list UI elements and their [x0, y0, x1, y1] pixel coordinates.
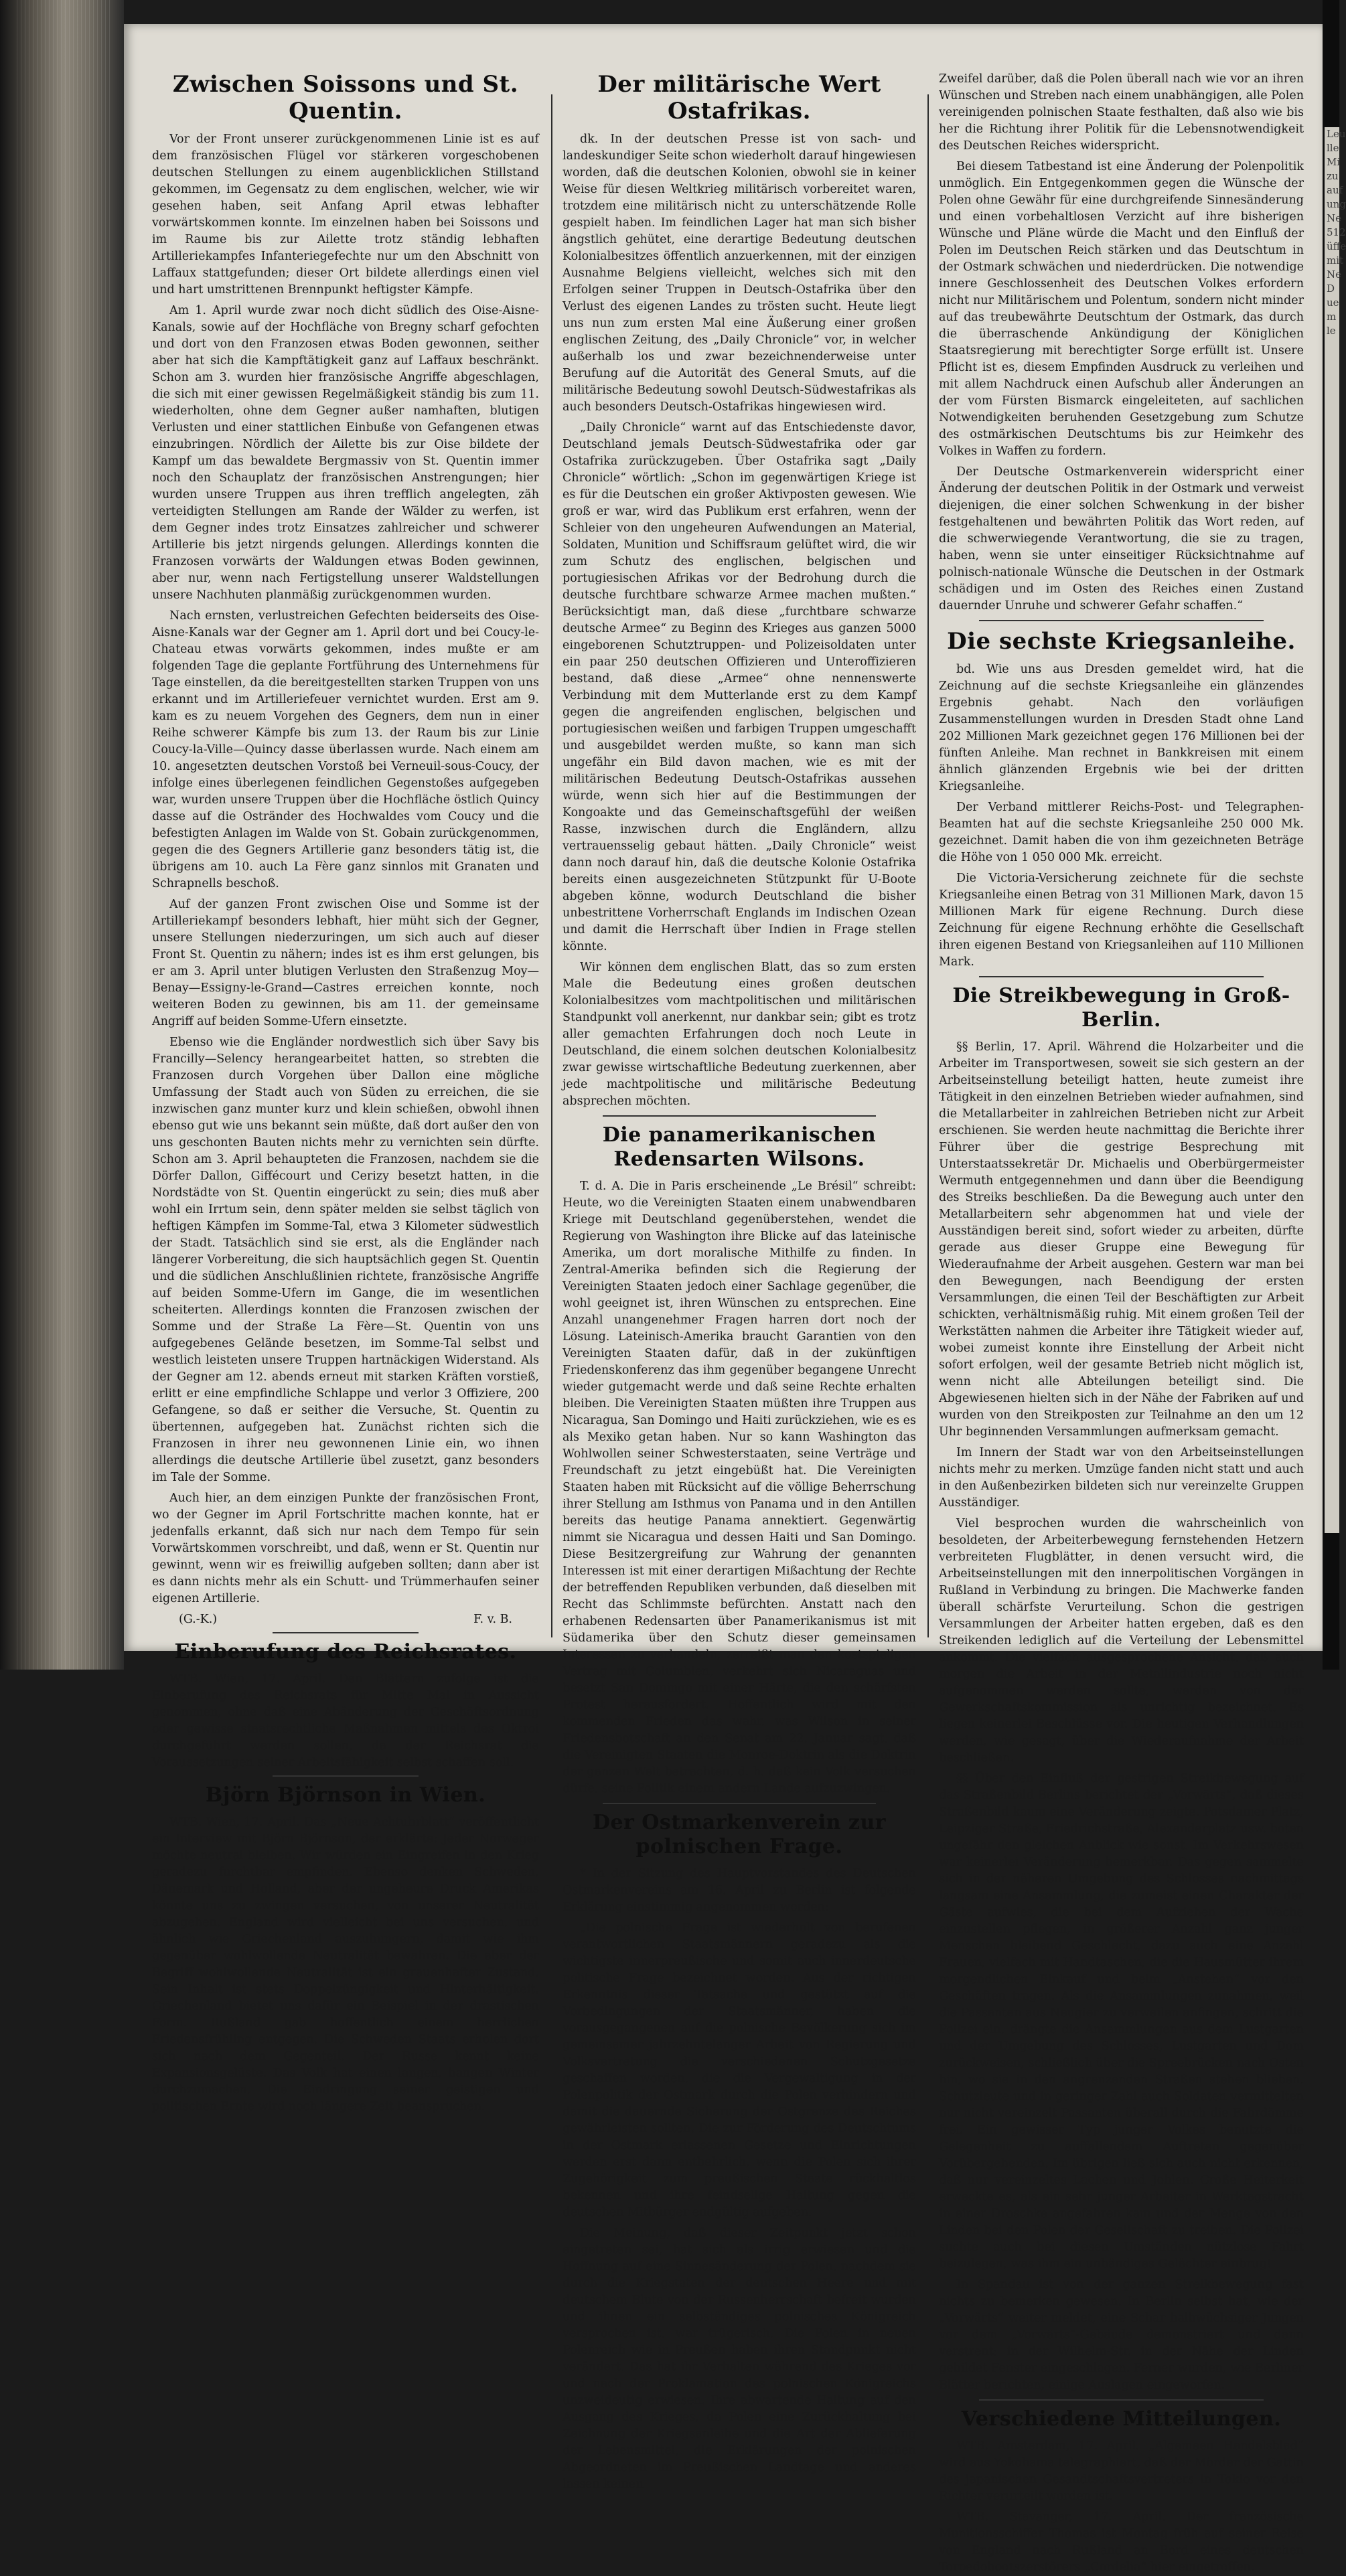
- signature-line: [152, 1611, 539, 1628]
- column-2: [563, 71, 916, 2491]
- paragraph: Im Innern der Stadt war von den Arbeitseinstellungen nichts mehr zu merken. Umzüge fanden nicht statt und auch in den Außenbezirken bildeten sich nur vereinzelte Gruppen Ausständiger.: [939, 1446, 1304, 1510]
- book-binding-page-edges: [17, 0, 110, 1670]
- separator-rule: [979, 620, 1264, 621]
- separator-rule: [603, 1115, 876, 1117]
- paragraph: bd. Wie uns aus Dresden gemeldet wird, hat die Zeichnung auf die sechste Kriegsanleihe ein glänzendes Ergebnis gehabt. Nach den vorläufigen Zusammenstellungen wurden in Dresden Stadt ohne Land 202 Millionen Mark gezeichnet gegen 176 Millionen bei der fünften Anleihe. Man rechnet in Bankkreisen mit einem ähnlich glänzenden Ergebnis wie bei der dritten Kriegsanleihe.: [939, 663, 1304, 793]
- margin-letter: ung: [1327, 198, 1346, 210]
- margin-letter: auf: [1327, 184, 1343, 196]
- margin-letter: üffe: [1327, 240, 1346, 252]
- separator-rule: [273, 1632, 419, 1633]
- paragraph: Der Verband mittlerer Reichs-Post- und Telegraphen-Beamten hat auf die sechste Kriegsanleihe 250 000 Mk. gezeichnet. Damit haben die von ihm gezeichneten Beträge die Höhe von 1 050 000 Mk. erreicht.: [939, 801, 1304, 864]
- paragraph: Nach ernsten, verlustreichen Gefechten beiderseits des Oise-Aisne-Kanals war der Gegner am 1. April dort und bei Coucy-le-Chateau etwas vorwärts gekommen, indes mußte er am folgenden Tage die geplante Fortführung des Unternehmens für Tage einstellen, da die bereitgestellten starken Truppen von uns erkannt und im Artilleriefeuer vernichtet wurden. Erst am 9. kam es zu neuem Vorgehen des Gegners, dem nun in einer Reihe schwerer Kämpfe bis zum 13. der Raum bis zur Linie Coucy-la-Ville—Quincy dasse überlassen wurde. Nach einem am 10. angesetzten deutschen Vorstoß bei Verneuil-sous-Coucy, der infolge eines überlegenen feindlichen Gegenstoßes aufgegeben war, wurden unsere Truppen über die Hochfläche östlich Quincy dasse auf die Ostränder des Hochwaldes vom Coucy und die befestigten Anlagen im Walde von St. Gobain zurückgenommen, gegen die des Gegners Artillerie ganz besonders tätig ist, die übrigens am 10. auch La Fère ganz sinnlos mit Granaten und Schrapnells beschoß.: [152, 609, 539, 890]
- paragraph: T. d. A. Die in Paris erscheinende „Le Brésil“ schreibt: Heute, wo die Vereinigten Staaten einem unabwendbaren Kriege mit Deutschland gegenüberstehen, wendet die Regierung von Washington ihre Blicke auf das lateinische Amerika, um dort moralische Mithilfe zu finden. In Zentral-Amerika befinden sich die Regierung der Vereinigten Staaten jedoch einer Sachlage gegenüber, die wohl geeignet ist, ihren Wünschen zu entsprechen. Eine Anzahl unangenehmer Fragen harren dort noch der Lösung. Lateinisch-Amerika braucht Garantien von den Vereinigten Staaten dafür, daß in der zukünftigen Friedenskonferenz das ihm gegenüber begangene Unrecht wieder gutgemacht werde und daß seine Rechte erhalten bleiben. Die Vereinigten Staaten müßten ihre Truppen aus Nicaragua, San Domingo und Haiti zurückziehen, wie es es als Mexiko getan haben. Nur so kann Washington das Wohlwollen seiner Schwesterstaaten, seine Verträge und Freundschaft zu jetzt eingebüßt hat. Die Vereinigten Staaten haben mit Rücksicht auf die völlige Beherrschung ihrer Stellung am Isthmus von Panama und in den Antillen bereits das heutige Panama annektiert. Gegenwärtig nimmt sie Nicaragua und dessen Haiti und San Domingo. Diese Besitzergreifung zur Wahrung der genannten Interessen ist mit einer derartigen Mißachtung der Rechte der betreffenden Republiken verbunden, daß dieselben mit Recht das Schlimmste befürchten. Anstatt nach den erhabenen Redensarten über Panamerikanismus ist mit Südamerika über den Schutz dieser gemeinsamen Interessen zu verhandeln, zerreißt man den kostspieligen Vertrag mit Columbien, verkehrt sich Nicaraguas und besetzt San Domingo mit einer Härte, die den schärfsten Protest herausfordert. Hoffentlich wird mit den kommenden Frieden das wahr, was Wilson in seiner Friedensbotschaft an den Senat am 22. Januar sagt, daß die Vereinigten Staaten die Monroe-Doktrin als die Doktrin der ganzen Welt betrachten, d. h. daß kein Volk versuchen dürfe, seine Politik einem andern Lande aufzuzwingen.: [563, 1180, 916, 1795]
- paragraph: §§ Berlin, 17. April. Während die Holzarbeiter und die Arbeiter im Transportwesen, soweit sie sich gestern an der Arbeitseinstellung beteiligt hatten, heute zumeist ihre Tätigkeit in den einzelnen Betrieben wieder aufnahmen, sind die Metallarbeiter in zahlreichen Betrieben nicht zur Arbeit erschienen. Sie werden heute nachmittag die Berichte ihrer Führer über die gestrige Besprechung mit Unterstaatssekretär Dr. Michaelis und Oberbürgermeister Wermuth entgegennehmen und dann über die Beendigung des Streiks beschließen. Da die Bewegung auch unter den Metallarbeitern sehr abgenommen hat und viele der Ausständigen bereit sind, sofort wieder zu arbeiten, dürfte gerade aus dieser Gruppe eine Bewegung für Wiederaufnahme der Arbeit ausgehen. Gestern war man bei den Bewegungen, nach Beendigung der ersten Versammlungen, die einen Teil der Beschäftigten zur Arbeit schickten, verhältnismäßig ruhig. Mit einem großen Teil der Werkstätten nahmen die Arbeiter ihre Tätigkeit wieder auf, wobei zumeist konnte ihre Einstellung der Arbeit nicht sofort erfolgen, weil der gesamte Betrieb nicht möglich ist, wenn nicht alle Abteilungen beteiligt sind. Die Abgewiesenen hielten sich in der Nähe der Fabriken auf und wurden von den Streikposten zur Teilnahme an den um 12 Uhr beginnenden Versammlungen aufmerksam gemacht.: [939, 1040, 1304, 1439]
- separator-rule: [603, 1803, 876, 1804]
- paragraph: Die Victoria-Versicherung zeichnete für die sechste Kriegsanleihe einen Betrag von 31 Millionen Mark, davon 15 Millionen Mark für eigene Rechnung. Durch diese Zeichnung für eigene Rechnung erhöhte die Gesellschaft ihren eigenen Bestand von Kriegsanleihen auf 110 Millionen Mark.: [939, 872, 1304, 969]
- margin-letter: 512: [1327, 226, 1346, 238]
- column-1: [152, 71, 539, 2113]
- separator-rule: [979, 2399, 1264, 2401]
- paragraph: WTB. Stavanger, 17. April. Der französische Munitionsschiffer Thomas ist Montag früh auf seiner Reise von England nach Rußland an Bord eines deutschen Torpedobootszerstörers „Cordelia“ hier eingetroffen.: [939, 2510, 1304, 2574]
- margin-letter: Leu: [1327, 128, 1346, 140]
- paragraph: §§ Über den Einfluß der gestrigen Streikbewegung auf das Straßenbild Berlins berichtet der „Vorwärts“, daß dieses Straßenbild kaum eine Veränderung zeigte. Potsdamer Platz, Leipziger Straße, Friedrichstraße, Alexanderplatz usw. boten ungefähr den gleichen Anblick wie sonst. Im Verkehrswesen war keinerlei Veränderung bemerkbar. Das gegen sammelte sich in der näheren Umgebung des Schlosses nachmittags langsam eine Ansammlung, die zumeist einen Charakter der Gäste aufwies, die bei dem Aufziehen der Wache einzustellen pflegen, in größerer Anzahl ganz junger Menschen bleibend Geschlecht, dazu auch eine Anzahl Frauen, vielfach mit Handtaschen, die die Hausmütter ihrem morgendlichen Einkauf und beim „Anstehen“ vor den Geschäften tragen. Als die Ansammlungen zunahmen, weil die Passanten aus Neugier zu verweilen anfingen, schritt die Polizei ein, drängte die Ansammlungen aus dem Lustgarten und der Umgebung des Schlosses, Lustgarten und Dom zurückweisen, schließlich über die Spreebrücken nach Osten hin, wo sie in den angrenzenden Straßen stehen blieben. Schutzleute und in geringer Zahl auch Soldaten vermittelten nur nicht vereinzelt Passanten überall durch die Fahrdämme frei. Ein gewisser Typ junger Volkes benutzte die Gelegenheit zu auffallendem Auftreten gegenüber Vorübergehenden. Im übrigen ließ sich auch nicht erkennen, daß nur vereinzeltes Lachen und Johlen. Große Heiterkeit erweckte es, als ein sehr junger Arbeiter in Werktagstracht in einer Droschke angefahren kam und der Menge von den Linden bei den Polen der Gesellschaft zu treiben. Die Polizei suchte auch bei diesen Umständen nützlose Fahrt beizulegen, was ihm ein unbändiges Gelächter einbrug!: [939, 1772, 1304, 2271]
- margin-letter: Mi: [1327, 156, 1341, 168]
- margin-letter: lle: [1327, 142, 1339, 154]
- paragraph: WTB. Amsterdam, 17. April. „Algemeen Handelsblad“ wird aus Yokohama telegraphiert, daß der Mörder der Gattin des japanischen Gesandtschaftsvertreters in Tokio vor den Richter verurteilt worden ist.: [939, 2439, 1304, 2503]
- next-page-sliver: [1325, 127, 1346, 1533]
- separator-rule: [273, 1775, 419, 1777]
- paragraph: WTB. Wien, 17. April. Das „Neue Achtuhrblatt“ veröffentlicht ein Interview mit Björn Björnson, der erklärte: Jeder Norweger möchte neutral bleiben. Wir würden ein Eingreifen in den Krieg geradezu furchtbar empfinden. Ebenso denken Schweden, Dänemark und Holland, aber der ungeheure Druck Amerikas könnte uns zu zwingen versuchen, von unserer Neutralität abzugehen. England wird vielleicht bei uns versuchen, und ähnlich wie Griechenland auszuhungern, damit wie ihm gegenüber wohlwollende Neutralität bewahren. Die aber der Begriff wohlwollende Neutralität ist ein grauenhafter Zustand. Sein Inhalt ist stets Doppelzüngigkeit und Hinterhältigkeit. Griechenland bietet uns dafür ein Beispiel in der drastischen Form. Rußland gab hoffentlich einem herrlichen Friedensfrühling entgegen. Die Schweden Staats erholen dort sich nach dem Gegenteil. Der Russe kennt keine Expansionsgelüste. Das Volk hat einen langen, bangen Winter durchzumachen. Die Eindringung seiner geistigen und politischen Ernte wird noch längere Zeit beanspruchen.: [152, 1816, 539, 2113]
- paragraph: Die Meinung, daß dieser Zeitpunkt jetzt schon eingetreten sei, hat sich als irrig erwiesen und die Hoffnung auf eine Sinnesänderung der Polen, nachdem sie durch die Kriegstaten der deutschen Heere und mit deutschem Blute von der Russenherrschaft befreit wurden und ihnen ein selbständiges polnisches Königreich versprochen ist, war trügerisch. Die Polen in neuen Polenreich wie in Preußen haben ihren Standpunkt nicht verändert. Das hat ihr Verhalten während des Krieges vor und nach der Proklamation des polnischen Königreichs unzweideutig erwiesen. Ihre abwartende Haltung auf den Ausgang des Krieges, da Polen eine Zurückhaltung bei Zeichnung der Kriegsanleihe und die Art der Ablieferung der Lebensmittel, die Erklärungen der polnischen Abgeordneten im Preußischen Landtage und anderes lassen keinen: [563, 2227, 916, 2491]
- article-title-reichsrat: Einberufung des Reichsrates.: [174, 1640, 517, 1664]
- article-title-kriegsanleihe: Die sechste Kriegsanleihe.: [947, 628, 1296, 655]
- margin-letter: Ne: [1327, 212, 1342, 224]
- paragraph: Bei diesem Tatbestand ist eine Änderung der Polenpolitik unmöglich. Ein Entgegenkommen gegen die Wünsche der Polen ohne Gewähr für eine durchgreifende Sinnesänderung und einen vorbehaltlosen Verzicht auf ihre bisherigen Wünsche und Pläne würde die Macht und den Einfluß der Polen im Deutschen Reich stärken und das Deutschtum in der Ostmark schwächen und niederdrücken. Die notwendige innere Geschlossenheit des Deutschen Volkes erfordern nicht nur Militärischem und Polentum, sondern nicht minder auf das treubewährte Deutschtum der Ostmark, das durch die überraschende Ankündigung der Königlichen Staatsregierung mit berechtigter Sorge erfüllt ist. Unsere Pflicht ist es, diesem Empfinden Ausdruck zu verleihen und mit allem Nachdruck einen Aufschub aller Änderungen an der vom Fürsten Bismarck eingeleiteten, auf sachlichen Notwendigkeiten beruhenden Gesetzgebung zum Schutze des ostmärkischen Deutschtums bis zur Heimkehr des Volkes in Waffen zu fordern.: [939, 160, 1304, 458]
- margin-letter: zu: [1327, 170, 1339, 182]
- paragraph: Der Deutsche Ostmarkenverein widerspricht einer Änderung der deutschen Politik in der Ostmark und verweist diejenigen, die einer solchen Schwenkung in der bisher festgehaltenen und bewährten Politik das Wort reden, auf die schwerwiegende Verantwortung, die sie zu tragen, haben, wenn sie unter einseitiger Rücksichtnahme auf polnisch-nationale Wünsche die Deutschen in der Ostmark schädigen und im Osten des Reiches einen Zustand dauernder Unruhe und schwerer Gefahr schaffen.“: [939, 465, 1304, 613]
- article-title-streikbewegung: Die Streikbewegung in Groß-Berlin.: [952, 984, 1290, 1032]
- signature-left: (G.-K.): [179, 1613, 218, 1626]
- paragraph: WTB. Wien, 17. April. Den Blättern zufolge ist die Einberufung des Reichsrats für Mitte Mai in Aussicht genommen, ohne daß eine Abänderung der Geschäftsordnung oder gewisse staatsrechtliche Maßnahmen mittels des Oktroi durchgeführt werden sollen, da der Reichsrat die Voraussetzungen seiner Arbeitsfähigkeit selbst schaffen soll.: [152, 1672, 539, 1769]
- margin-letter: le: [1327, 325, 1336, 337]
- margin-letter: D: [1327, 283, 1335, 295]
- margin-letter: Ne: [1327, 268, 1342, 280]
- separator-rule: [979, 976, 1264, 977]
- article-title-ostmarkenverein: Der Ostmarkenverein zur polnischen Frage.: [592, 1811, 887, 1858]
- article-title-soissons: Zwischen Soissons und St. Quentin.: [172, 71, 519, 125]
- column-rule-1: [551, 94, 552, 1637]
- paragraph: In Spandau ist von der ganzen Streikbewegung fast nichts zu bemerken gewesen. In Berlin selbst hat, wie der „Vorwärts“ weiter meldet, eine Schar halbwüchsiger Jungen vor dem „Vorwärts“-Gebäude demonstriert und dann verstrent; in der Wilhelm-Str. in der Nähe der Linden gebildet Fenster eingeschlagen. Ferner wurden, wie Berliner Blätter berichten, einige Auslagen eingeworfen.: [939, 2278, 1304, 2392]
- column-3: [939, 71, 1304, 2574]
- paragraph: „Die polnische Frage ist wiederholt von berufenen verantwortlichen Staatsmännern geradezu als die wichtigste innerpreußische und somit auch innerdeutsche politische Frage bezeichnet worden. Aus der richtigen Erkenntnis dieser Tatsache und gestützt auf die Vorbedingungen der Staatsmänner, haben die vorausgegangenen auf die polnische Bevölkerung sich im gemeinsamer jahrzehntelanger Arbeit von Regierung und Volksvertretung die verschiedenen Schutzgesetze geschaffen worden, die die Vergewaltigung in der Polenpolitik der Ostmark durch die Polen verhindern und damit die dauernde Sicherung der Ostgrenze des Reiches gewährleisten sollten. Die zur Förderung des Deutschtums in der Ostmark erlassenen Gesetze und Einrichtungen werden erst dann entbehrlich, wenn die Polen sich ihrer Zugehörigkeit zum preußischen Staate rückhaltlos bekennen und ihre feindselige Haltung gegen die deutschen Mitbürger endgültig aufgeben.: [563, 1921, 916, 2219]
- article-title-mitteilungen: Verschiedene Mitteilungen.: [961, 2407, 1282, 2431]
- paragraph: Zweifel darüber, daß die Polen überall nach wie vor an ihren Wünschen und Streben nach einem unabhängigen, alle Polen vereinigenden polnischen Staate festhalten, daß also wie bis her die Richtung ihrer Politik für die Lebensnotwendigkeit des Deutschen Reiches widerspricht.: [939, 72, 1304, 153]
- paragraph: Wir können dem englischen Blatt, das so zum ersten Male die Bedeutung eines großen deutschen Kolonialbesitzes vom machtpolitischen und militärischen Standpunkt voll anerkennt, nur dankbar sein; gibt es trotz aller gemachten Erfahrungen doch noch Leute in Deutschland, die einem solchen deutschen Kolonialbesitz zwar gewisse wirtschaftliche Bedeutung zuerkennen, aber jede machtpolitische und militärische Bedeutung absprechen möchten.: [563, 961, 916, 1108]
- paragraph: Vor der Front unserer zurückgenommenen Linie ist es auf dem französischen Flügel vor stärkeren vorgeschobenen deutschen Stellungen zu einem augenblicklichen Stillstand gekommen, im Gegensatz zu dem englischen, welcher, wie wir gesehen haben, seit Anfang April etwas lebhafter vorwärtskommen konnte. Im einzelnen haben bei Soissons und im Raume bis zur Ailette trotz ständig lebhaften Artilleriekampfes Infanteriegefechte nur um den Abschnitt von Laffaux stattgefunden; dieser Ort bildete allerdings einen viel und hart umstrittenen Brennpunkt heftigster Kämpfe.: [152, 133, 539, 297]
- paragraph: dk. In der deutschen Presse ist von sach- und landeskundiger Seite schon wiederholt darauf hingewiesen worden, daß die deutschen Kolonien, obwohl sie in keiner Weise für diesen Weltkrieg militärisch vorbereitet waren, trotzdem eine militärisch nicht zu unterschätzende Rolle gespielt haben. Im feindlichen Lager hat man sich bisher ängstlich gehütet, eine derartige Bedeutung deutschen Kolonialbesitzes öffentlich anzuerkennen, mit der einzigen Ausnahme Belgiens vielleicht, welches sich mit den Erfolgen seiner Truppen in Deutsch-Ostafrika über den Verlust des eigenen Landes zu trösten sucht. Heute liegt uns nun zum ersten Mal eine Äußerung einer großen englischen Zeitung, des „Daily Chronicle“ vor, in welcher außerhalb los und zwar bezeichnenderweise unter Berufung auf die Autorität des General Smuts, auf die militärische Bedeutung sowohl Deutsch-Südwestafrikas als auch besonders Deutsch-Ostafrikas hingewiesen wird.: [563, 133, 916, 414]
- margin-letter: m: [1327, 311, 1337, 323]
- article-title-ostafrika: Der militärische Wert Ostafrikas.: [597, 71, 881, 125]
- paragraph: Ebenso wie die Engländer nordwestlich sich über Savy bis Francilly—Selency herangearbeitet hatten, so strebten die Franzosen durch Vorgehen über Dallon eine mögliche Umfassung der Stadt auch von Süden zu erreichen, die sie inzwischen ganz munter kurz und klein schießen, obwohl ihnen ebenso gut wie uns bekannt sein müßte, daß dort außer den von uns geschonten Bauten nichts mehr zu vernichten sein dürfte. Schon am 3. April behaupteten die Franzosen, nachdem sie die Dörfer Dallon, Giffécourt und Cerizy besetzt hatten, in die Nordstädte von St. Quentin eingerückt zu sein; dies muß aber wohl ein Irrtum sein, denn später melden sie selbst täglich von heftigen Kämpfen im Somme-Tal, etwa 3 Kilometer südwestlich der Stadt. Tatsächlich sind sie erst, als die Engländer nach längerer Vorbereitung, die sich hauptsächlich gegen St. Quentin und die südlichen Anschlußlinien richtete, französische Angriffe auf beiden Somme-Ufern im Gange, die im wesentlichen scheiterten. Allerdings konnten die Franzosen zwischen der Somme und der Straße La Fère—St. Quentin von uns aufgegebenes Gelände besetzen, im Somme-Tal selbst und westlich leisteten unsere Truppen hartnäckigen Widerstand. Als der Gegner am 12. abends erneut mit starken Kräften vorstieß, erlitt er eine empfindliche Schlappe und verlor 3 Offiziere, 200 Gefangene, so daß er seither die Versuche, St. Quentin zu übertennen, aufgegeben hat. Zunächst richten sich die Franzosen in ihrer neu gewonnenen Linie ein, wo ihnen allerdings die deutsche Artillerie übel zusetzt, ganz besonders im Tale der Somme.: [152, 1036, 539, 1484]
- article-title-panamerikanisch: Die panamerikanischen Redensarten Wilsons.: [602, 1123, 877, 1171]
- paragraph: Auch hier, an dem einzigen Punkte der französischen Front, wo der Gegner im April Fortschritte machen konnte, hat er jedenfalls erkannt, daß sich nur nach dem Tempo für sein Vorwärtskommen vorschreibt, und daß, wenn er St. Quentin nur gewinnt, wenn wir es freiwillig aufgeben sollten; dann aber ist es dann nichts mehr als ein Schutt- und Trümmerhaufen seiner eigenen Artillerie.: [152, 1492, 539, 1605]
- paragraph: Viel besprochen wurden die wahrscheinlich von besoldeten, der Arbeiterbewegung fernstehenden Hetzern verbreiteten Flugblätter, in denen versucht wird, die Arbeitseinstellungen mit den innerpolitischen Vorgängen in Rußland in Verbindung zu bringen. Die Machwerke fanden überall schärfste Verurteilung. Schon die gestrigen Versammlungen der Arbeiter hatten ergeben, daß es den Streikenden lediglich auf die Verteilung der Lebensmittel ankommt. Die vielfach ausgesprochene Ansicht, daß auch morgen die Arbeit in der Metallindustrie noch nicht aufgenommen werden sollte, werden von der Gewerkschaftskommission als unrichtig bezeichnet. Es liegen keinerlei Beschlüsse vor. Die heutigen Verhandlungen werden, wie gesagt, über die Wiederaufnahme der Arbeit beschließen.: [939, 1517, 1304, 1765]
- newspaper-page: [124, 24, 1323, 2574]
- paragraph: „Daily Chronicle“ warnt auf das Entschiedenste davor, Deutschland jemals Deutsch-Südwestafrika oder gar Ostafrika zurückzugeben. Über Ostafrika sagt „Daily Chronicle“ wörtlich: „Schon im gegenwärtigen Kriege ist es für die Deutschen ein großer Aktivposten gewesen. Wie groß er war, wird das Publikum erst erfahren, wenn der Schleier von den ungeheuren Aufwendungen an Material, Soldaten, Munition und Schiffsraum gelüftet wird, die wir zum Schutz des englischen, belgischen und portugiesischen Afrikas vor der Bedrohung durch die deutsche furchtbare schwarze Armee machen mußten.“ Berücksichtigt man, daß diese „furchtbare schwarze deutsche Armee“ zu Beginn des Krieges aus ganzen 5000 eingeborenen Schutztruppen- und Polizeisoldaten unter ein paar 250 deutschen Offizieren und Unteroffizieren bestand, daß diese „Armee“ ohne nennenswerte Verbindung mit dem Mutterlande erst zu dem Kampf gegen die angreifenden englischen, belgischen und portugiesischen weißen und farbigen Truppen umgeschafft und ausgebildet werden mußte, so kann man sich ungefähr ein Bild davon machen, wie es mit der militärischen Bedeutung Deutsch-Ostafrikas aussehen würde, wenn sich hier auf die Bestimmungen der Kongoakte und das Gemeinschaftsgefühl der weißen Rasse, inzwischen durch die Engländern, allzu vertrauensselig gebaut hätten. „Daily Chronicle“ weist dann noch darauf hin, daß die deutsche Kolonie Ostafrika bereits einen ausgezeichneten Stützpunkt für U-Boote abgeben könne, wodurch Deutschland die bisher unbestrittene Vorherrschaft Englands im Indischen Ozean und damit die Herrschaft über Indien in Frage stellen könnte.: [563, 421, 916, 953]
- paragraph: Auf der ganzen Front zwischen Oise und Somme ist der Artilleriekampf besonders lebhaft, hier müht sich der Gegner, unsere Stellungen niederzuringen, um sich auch auf dieser Front St. Quentin zu nähern; indes ist es ihm erst gelungen, bis er am 3. April unter blutigen Verlusten den Straßenzug Moy—Benay—Essigny-le-Grand—Castres erreichen konnte, noch weiteren Boden zu gewinnen, bis am 11. der gemeinsame Angriff auf beiden Somme-Ufern einsetzte.: [152, 898, 539, 1028]
- margin-letter: ue: [1327, 297, 1339, 309]
- column-rule-2: [927, 94, 929, 1637]
- article-title-bjoernson: Björn Björnson in Wien.: [205, 1783, 486, 1807]
- margin-letter: mit: [1327, 254, 1344, 266]
- paragraph: * In der Sitzung des Hauptvorstandes des Deutschen Ostmarkenvereins am 16. April zu Berlin ist folgende Erklärung einstimmig angenommen worden:: [563, 1867, 916, 1914]
- signature-right: F. v. B.: [473, 1613, 512, 1626]
- paragraph: Am 1. April wurde zwar noch dicht südlich des Oise-Aisne-Kanals, sowie auf der Hochfläche von Bregny scharf gefochten und dort von den Franzosen etwas Boden gewonnen, seither aber hat sich die Kampftätigkeit ganz auf Laffaux beschränkt. Schon am 3. wurden hier französische Angriffe abgeschlagen, die sich mit einer gewissen Regelmäßigkeit ständig bis zum 11. wiederholten, ohne dem Gegner außer namhaften, blutigen Verlusten und einer stattlichen Einbuße von Gefangenen etwas einzubringen. Nördlich der Ailette bis zur Oise bildete der Kampf um das bewaldete Bergmassiv von St. Quentin immer noch den Schauplatz der französischen Anstrengungen; hier wurden unsere Truppen aus ihren trefflich angelegten, zäh verteidigten Stellungen am Rande der Wälder zu werfen, ist dem Gegner indes trotz Einsatzes zahlreicher und schwerer Artillerie bis jetzt nirgends gelungen. Allerdings konnten die Franzosen vorwärts der Waldungen etwas Boden gewinnen, aber nur, wenn nach Fertigstellung unserer Waldstellungen unsere Nachhuten planmäßig zurückgenommen wurden.: [152, 304, 539, 602]
